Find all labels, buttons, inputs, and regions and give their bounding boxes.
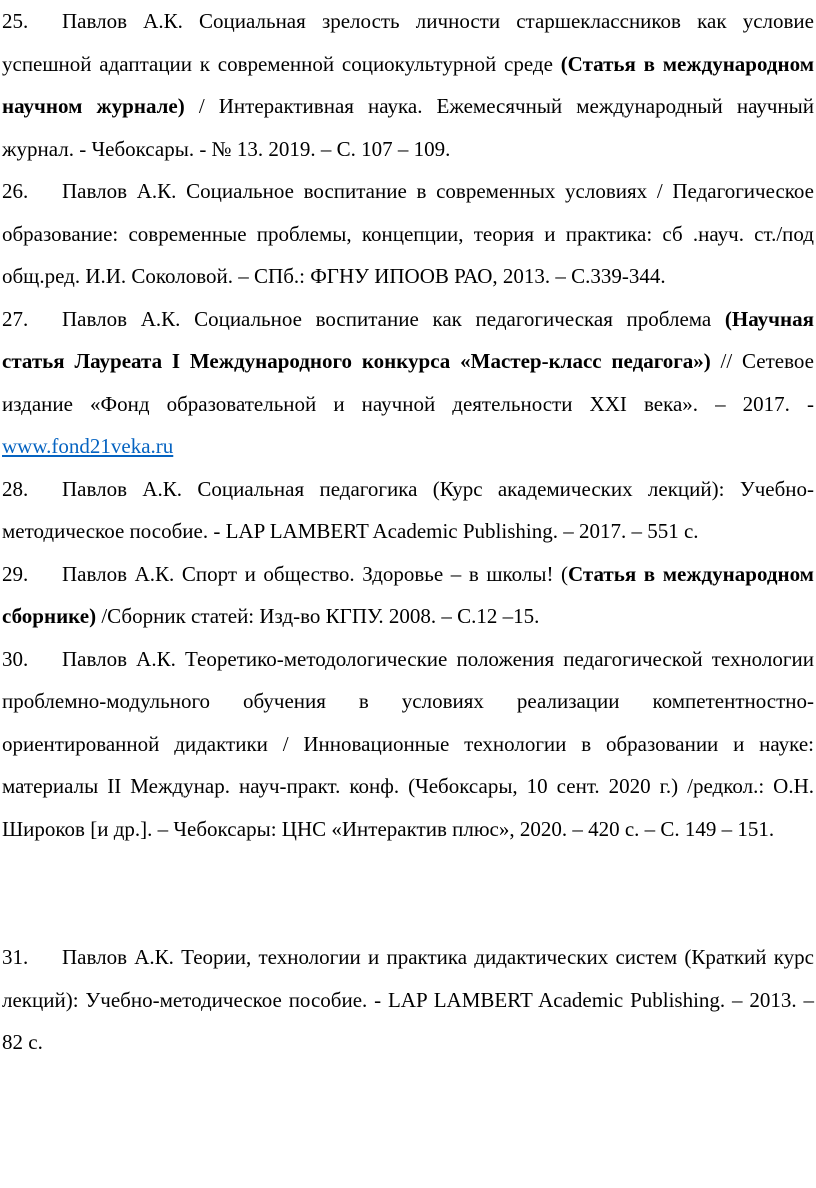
blank-gap <box>2 850 814 936</box>
reference-entry-26 <box>2 170 814 298</box>
entry-author: Павлов А.К. <box>62 9 183 33</box>
entry-text-continued: /Сборник статей: Изд-во КГПУ. 2008. – С.12 –15. <box>96 604 540 628</box>
entry-author: Павлов А.К. <box>62 179 177 203</box>
entry-text: Спорт и общество. Здоровье – в школы! ( <box>174 561 569 586</box>
website-link[interactable]: www.fond21veka.ru <box>2 434 174 458</box>
entry-author: Павлов А.К. <box>62 561 175 586</box>
entry-number: 29. <box>2 561 29 586</box>
entry-author: Павлов А.К. <box>62 476 183 501</box>
entry-number: 26. <box>2 179 29 203</box>
entry-text: Теории, технологии и практика дидактических систем (Краткий курс лекций): Учебно-методическое пособие. - LAP LAMBERT Academic Publishing. – 2013. – 82 с. <box>2 945 814 1054</box>
entry-bold-note: (Статья в международном научном журнале) <box>2 51 815 118</box>
entry-bold-note: Статья в международном сборнике) <box>2 561 814 628</box>
reference-entry-31 <box>2 936 814 1064</box>
entry-number: 27. <box>2 306 29 331</box>
reference-entry-28 <box>2 468 814 553</box>
entry-text: Социальное воспитание в современных условиях / Педагогическое образование: современные проблемы, концепции, теория и практика: сб .науч. ст./под общ.ред. И.И. Соколовой. – СПб.: ФГНУ ИПООВ РАО, 2013. – С.339-344. <box>2 179 814 288</box>
entry-text: Социальное воспитание как педагогическая проблема <box>180 306 725 331</box>
entry-number: 25. <box>2 9 29 33</box>
entry-number: 28. <box>2 476 29 501</box>
entry-text-continued: / Интерактивная наука. Ежемесячный международный научный журнал. - Чебоксары. - № 13. 2019. – С. 107 – 109. <box>2 94 814 161</box>
entry-author: Павлов А.К. <box>62 306 181 331</box>
reference-entry-29 <box>2 553 814 638</box>
entry-number: 31. <box>2 945 29 969</box>
entry-author: Павлов А.К. <box>62 945 174 969</box>
entry-author: Павлов А.К. <box>62 646 176 671</box>
reference-entry-25 <box>2 0 814 170</box>
entry-text: Социальная педагогика (Курс академических лекций): Учебно-методическое пособие. - LAP LAMBERT Academic Publishing. – 2017. – 551 с. <box>2 476 814 543</box>
entry-text: Социальная зрелость личности старшеклассников как условие успешной адаптации к современной социокультурной среде <box>2 9 814 76</box>
reference-entry-30 <box>2 638 814 851</box>
entry-bold-note: (Научная статья Лауреата I Международного конкурса «Мастер-класс педагога») <box>2 306 814 373</box>
entry-text-continued: // Сетевое издание «Фонд образовательной и научной деятельности XXI века». – 2017. - <box>2 349 814 416</box>
entry-text: Теоретико-методологические положения педагогической технологии проблемно-модульного обучения в условиях реализации компетентностно-ориентированной дидактики / Инновационные технологии в образовании и науке: материалы II Междунар. науч-практ. конф. (Чебоксары, 10 сент. 2020 г.) /редкол.: О.Н. Широков [и др.]. – Чебоксары: ЦНС «Интерактив плюс», 2020. – 420 с. – С. 149 – 151. <box>2 646 814 841</box>
reference-entry-27 <box>2 298 814 468</box>
entry-number: 30. <box>2 646 29 671</box>
